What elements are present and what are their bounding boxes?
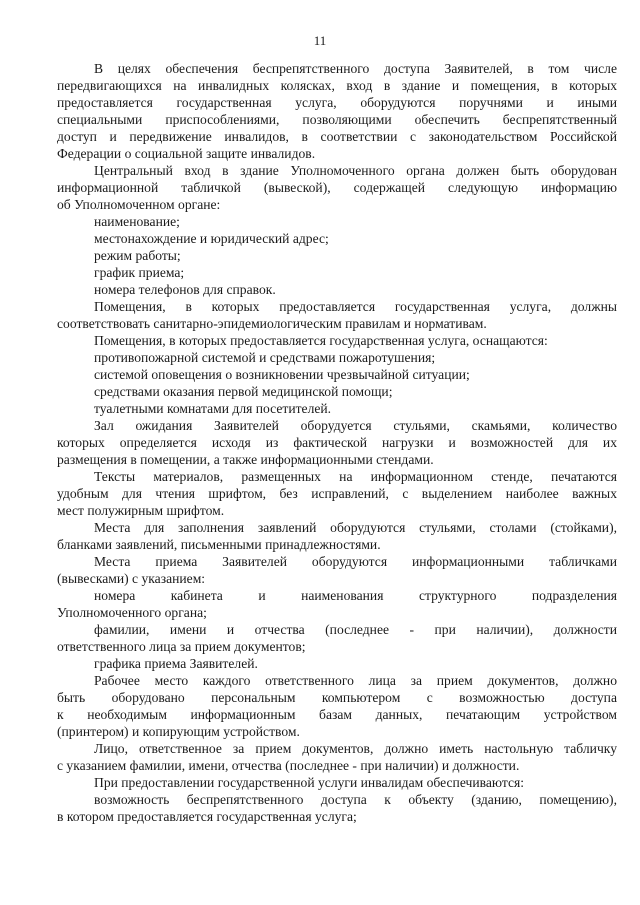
page-number: 11	[313, 33, 327, 48]
text-line: Федерации о социальной защите инвалидов.	[57, 146, 316, 161]
text-line: возможность беспрепятственного доступа к объекту (зданию, помещению),	[94, 792, 617, 807]
text-line: (принтером) и копирующим устройством.	[57, 724, 300, 739]
text-line: Центральный вход в здание Уполномоченного органа должен быть оборудован	[94, 163, 617, 178]
text-line: предоставляется государственная услуга, оборудуются поручнями и иными	[57, 95, 617, 110]
text-line: Помещения, в которых предоставляется государственная услуга, должны	[94, 299, 617, 314]
text-line: фамилии, имени и отчества (последнее - при наличии), должности	[94, 622, 617, 637]
text-line: Места для заполнения заявлений оборудуются стульями, столами (стойками),	[94, 520, 617, 535]
document-body	[57, 60, 617, 825]
text-line: ответственного лица за прием документов;	[57, 639, 306, 654]
text-line: Тексты материалов, размещенных на информационном стенде, печатаются	[94, 469, 617, 484]
text-line: Помещения, в которых предоставляется государственная услуга, оснащаются:	[94, 333, 548, 348]
text-line: мест полужирным шрифтом.	[57, 503, 225, 518]
text-line: об Уполномоченном органе:	[57, 197, 221, 212]
text-line: информационной табличкой (вывеской), содержащей следующую информацию	[57, 180, 617, 195]
text-line: к необходимым информационным базам данных, печатающим устройством	[57, 707, 617, 722]
text-line: При предоставлении государственной услуги инвалидам обеспечиваются:	[94, 775, 525, 790]
text-line: (вывесками) с указанием:	[57, 571, 206, 586]
text-line: режим работы;	[94, 248, 181, 263]
text-line: номера телефонов для справок.	[94, 282, 276, 297]
text-line: график приема;	[94, 265, 185, 280]
text-line: системой оповещения о возникновении чрезвычайной ситуации;	[94, 367, 470, 382]
text-line: номера кабинета и наименования структурного подразделения	[94, 588, 617, 603]
text-line: Зал ожидания Заявителей оборудуется стульями, скамьями, количество	[94, 418, 617, 433]
text-line: соответствовать санитарно-эпидемиологическим правилам и нормативам.	[57, 316, 487, 331]
text-line: специальными приспособлениями, позволяющими обеспечить беспрепятственный	[57, 112, 617, 127]
text-line: средствами оказания первой медицинской помощи;	[94, 384, 393, 399]
text-line: туалетными комнатами для посетителей.	[94, 401, 332, 416]
text-line: В целях обеспечения беспрепятственного доступа Заявителей, в том числе	[94, 61, 617, 76]
text-line: в котором предоставляется государственная услуга;	[57, 809, 357, 824]
text-line: быть оборудовано персональным компьютером с возможностью доступа	[57, 690, 617, 705]
text-line: Места приема Заявителей оборудуются информационными табличками	[94, 554, 617, 569]
text-line: доступ и передвижение инвалидов, в соответствии с законодательством Российской	[57, 129, 617, 144]
text-line: наименование;	[94, 214, 180, 229]
text-line: удобным для чтения шрифтом, без исправлений, с выделением наиболее важных	[57, 486, 617, 501]
text-line: графика приема Заявителей.	[94, 656, 258, 671]
text-line: Рабочее место каждого ответственного лица за прием документов, должно	[94, 673, 617, 688]
text-line: противопожарной системой и средствами пожаротушения;	[94, 350, 436, 365]
text-line: местонахождение и юридический адрес;	[94, 231, 329, 246]
text-line: бланками заявлений, письменными принадлежностями.	[57, 537, 381, 552]
text-line: передвигающихся на инвалидных колясках, вход в здание и помещения, в которых	[57, 78, 617, 93]
text-line: с указанием фамилии, имени, отчества (последнее - при наличии) и должности.	[57, 758, 520, 773]
text-line: размещения в помещении, а также информационными стендами.	[57, 452, 434, 467]
text-line: Лицо, ответственное за прием документов, должно иметь настольную табличку	[94, 741, 617, 756]
text-line: Уполномоченного органа;	[57, 605, 207, 620]
text-line: которых определяется исходя из фактической нагрузки и возможностей для их	[57, 435, 617, 450]
